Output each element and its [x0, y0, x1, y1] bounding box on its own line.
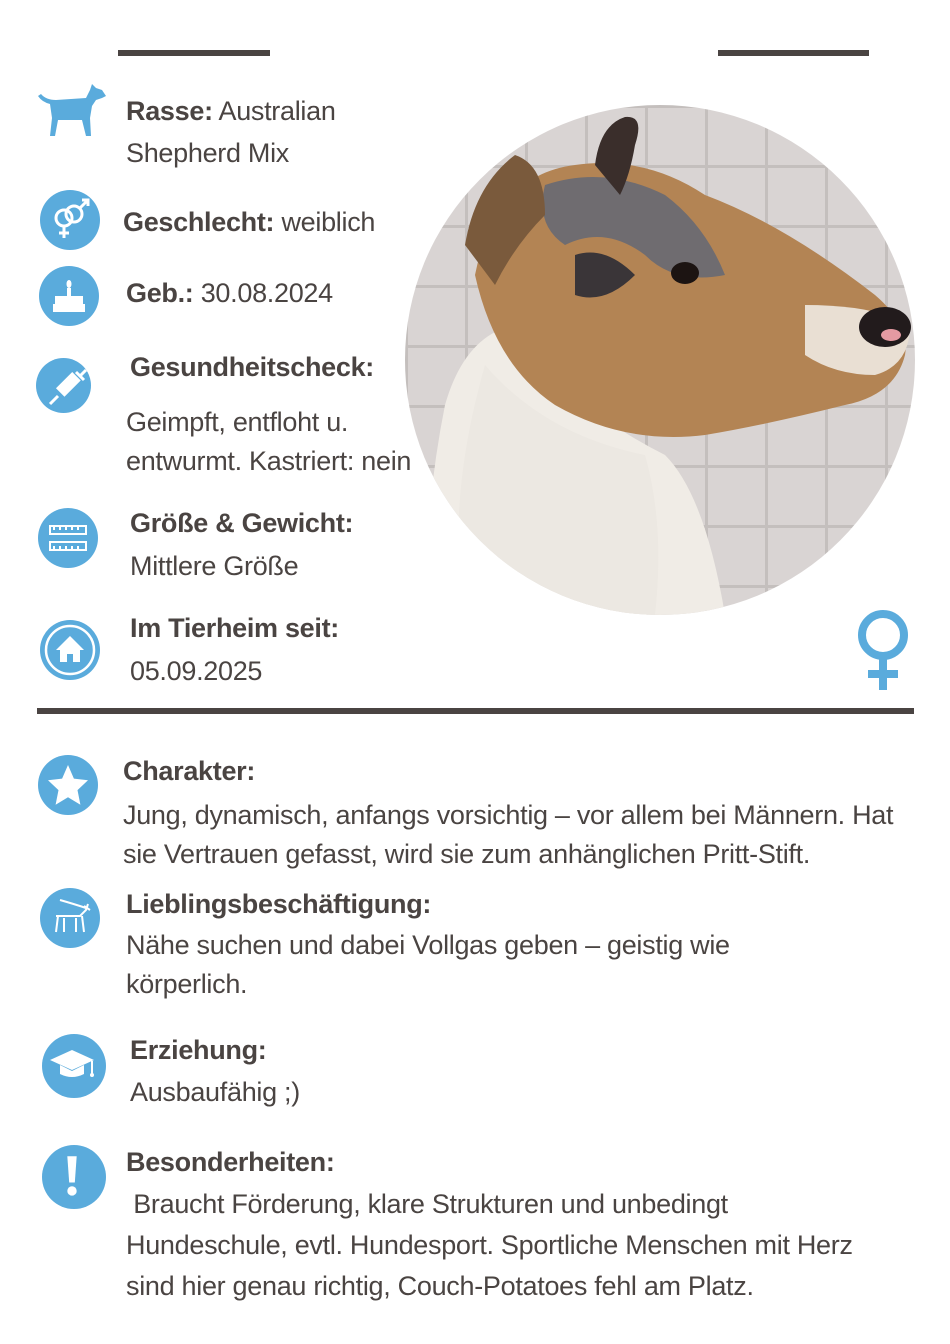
training-label: Erziehung:	[130, 1035, 267, 1065]
shelter-label: Im Tierheim seit:	[130, 613, 339, 643]
special-label: Besonderheiten:	[126, 1147, 335, 1177]
character-line1: Jung, dynamisch, anfangs vorsichtig – vor allem bei Männern. Hat	[123, 800, 894, 830]
female-symbol-icon	[852, 608, 914, 692]
sex-row	[123, 202, 375, 242]
size-label: Größe & Gewicht:	[130, 508, 354, 538]
favorite-label: Lieblingsbeschäftigung:	[126, 889, 432, 919]
dog-icon	[36, 84, 108, 140]
syringe-icon	[36, 358, 91, 413]
health-label: Gesundheitscheck:	[130, 352, 374, 382]
character-label: Charakter:	[123, 756, 256, 786]
character-line2: sie Vertrauen gefasst, wird sie zum anhänglichen Pritt-Stift.	[123, 839, 811, 869]
breed-row	[126, 91, 336, 131]
health-line1: Geimpft, entfloht u.	[126, 407, 349, 437]
ruler-icon	[38, 508, 98, 568]
top-right-rule	[718, 50, 869, 56]
special-line1: Braucht Förderung, klare Strukturen und unbedingt	[126, 1189, 728, 1219]
favorite-line2: körperlich.	[126, 969, 248, 999]
gender-symbols-icon	[40, 190, 100, 250]
special-line2: Hundeschule, evtl. Hundesport. Sportliche Menschen mit Herz	[126, 1230, 853, 1260]
top-left-rule	[118, 50, 270, 56]
dog-photo	[405, 105, 915, 615]
birth-row	[126, 273, 333, 313]
shelter-value: 05.09.2025	[130, 656, 263, 686]
breed-value: Australian	[218, 96, 336, 126]
section-divider	[37, 708, 914, 714]
size-value: Mittlere Größe	[130, 551, 299, 581]
health-line2: entwurmt. Kastriert: nein	[126, 446, 412, 476]
exclamation-icon	[42, 1145, 106, 1209]
graduation-cap-icon	[42, 1034, 106, 1098]
house-icon	[40, 620, 100, 680]
sex-label: Geschlecht:	[123, 207, 275, 237]
breed-label: Rasse:	[126, 96, 213, 126]
dog-leash-icon	[40, 888, 100, 948]
special-line3: sind hier genau richtig, Couch-Potatoes fehl am Platz.	[126, 1271, 754, 1301]
breed-value-line2: Shepherd Mix	[126, 138, 289, 168]
training-value: Ausbaufähig ;)	[130, 1077, 300, 1107]
star-icon	[38, 755, 98, 815]
birth-label: Geb.:	[126, 278, 194, 308]
sex-value: weiblich	[281, 207, 376, 237]
birthday-cake-icon	[39, 266, 99, 326]
birth-value: 30.08.2024	[200, 278, 333, 308]
favorite-line1: Nähe suchen und dabei Vollgas geben – geistig wie	[126, 930, 730, 960]
